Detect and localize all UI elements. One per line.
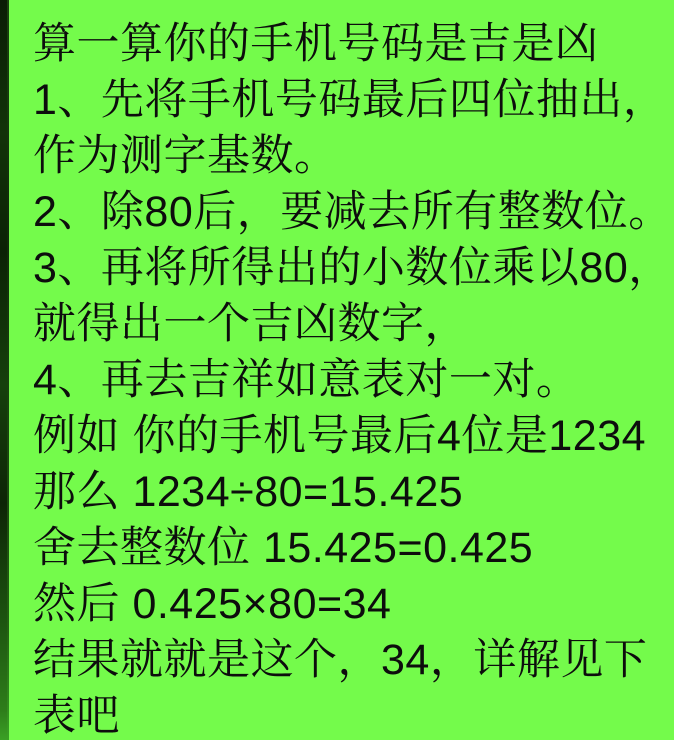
step3-line-2: 就得出一个吉凶数字， [33,300,468,348]
step2-line: 2、除80后，要减去所有整数位。 [33,188,672,236]
left-photo-edge [0,0,9,740]
result-line-1: 结果就就是这个，34，详解见下 [33,636,648,684]
step3-line-1: 3、再将所得出的小数位乘以80， [33,244,672,292]
title-line: 算一算你的手机号码是吉是凶 [33,20,599,68]
calc-multiply-line: 然后 0.425×80=34 [33,580,392,628]
text-block [33,16,670,740]
example-line: 例如 你的手机号最后4位是1234 [33,412,647,460]
calc-fraction-line: 舍去整数位 15.425=0.425 [33,524,534,572]
result-line-2: 表吧 [33,692,120,740]
calc-division-line: 那么 1234÷80=15.425 [33,468,464,516]
step1-line-2: 作为测字基数。 [33,132,338,180]
step4-line: 4、再去吉祥如意表对一对。 [33,356,580,404]
step1-line-1: 1、先将手机号码最后四位抽出， [33,76,667,124]
